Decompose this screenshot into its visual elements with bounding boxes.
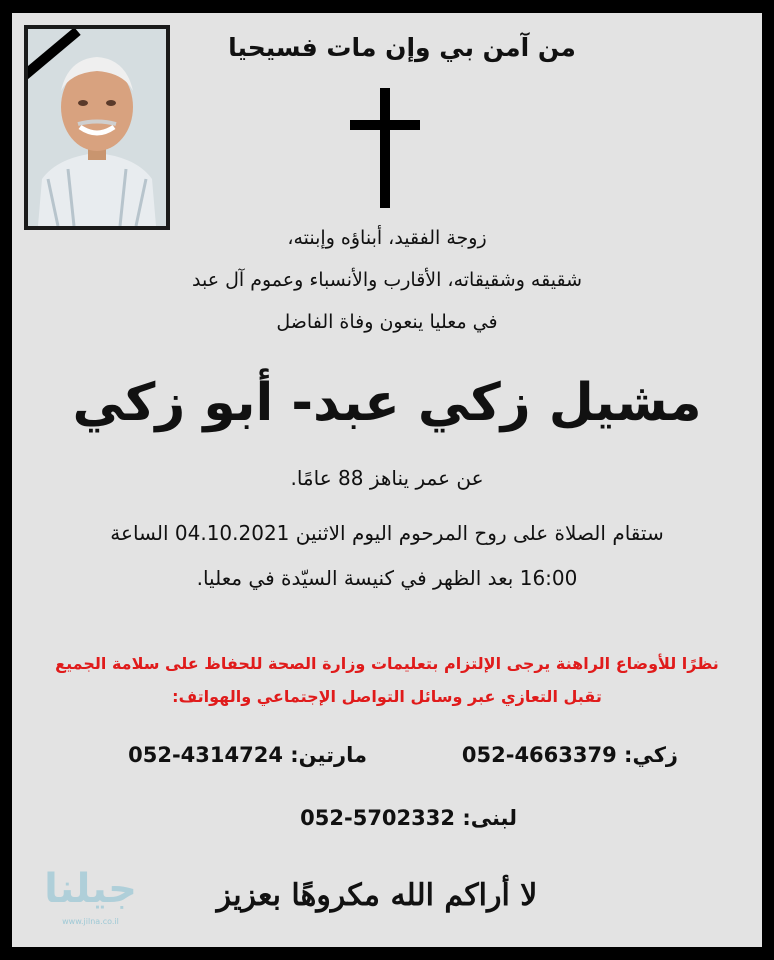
contact-lubna [300, 806, 517, 830]
header-slogan: من آمن بي وإن مات فسيحيا [228, 33, 576, 62]
jilna-watermark [28, 861, 153, 941]
contact-lubna-phone[interactable]: 052-5702332 [300, 806, 455, 830]
prayer-line-2: 16:00 بعد الظهر في كنيسة السيّدة في معليا. [196, 566, 578, 590]
contact-zaki-label: زكي: [624, 743, 678, 767]
notice-line-family: زوجة الفقيد، أبناؤه وإبنته، [287, 227, 487, 249]
watermark-url: www.jilna.co.il [62, 917, 119, 926]
contact-zaki [462, 743, 678, 767]
age-line: عن عمر يناهز 88 عامًا. [290, 466, 484, 490]
contact-lubna-label: لبنى: [462, 806, 517, 830]
obituary-sheet [12, 13, 762, 947]
contact-martin-phone[interactable]: 052-4314724 [128, 743, 283, 767]
deceased-photo-frame [24, 25, 170, 230]
contact-zaki-phone[interactable]: 052-4663379 [461, 743, 617, 767]
deceased-name: مشيل زكي عبد- أبو زكي [72, 373, 702, 433]
notice-line-relatives: شقيقه وشقيقاته، الأقارب والأنسباء وعموم آل عبد [192, 269, 582, 291]
covid-notice-line-1: نظرًا للأوضاع الراهنة يرجى الإلتزام بتعليمات وزارة الصحة للحفاظ على سلامة الجميع [55, 654, 719, 673]
prayer-line-1: ستقام الصلاة على روح المرحوم اليوم الاثنين 04.10.2021 الساعة [110, 521, 664, 545]
watermark-logo: جيلنا [44, 866, 137, 912]
notice-line-announcement: في معليا ينعون وفاة الفاضل [276, 311, 498, 333]
cross-icon [350, 88, 420, 208]
deceased-photo [28, 29, 166, 226]
contact-martin-label: مارتين: [290, 743, 367, 767]
closing-phrase: لا أراكم الله مكروهًا بعزيز [216, 878, 538, 913]
contact-martin [128, 743, 367, 767]
covid-notice-line-2: تقبل التعازي عبر وسائل التواصل الإجتماعي والهواتف: [172, 687, 602, 706]
